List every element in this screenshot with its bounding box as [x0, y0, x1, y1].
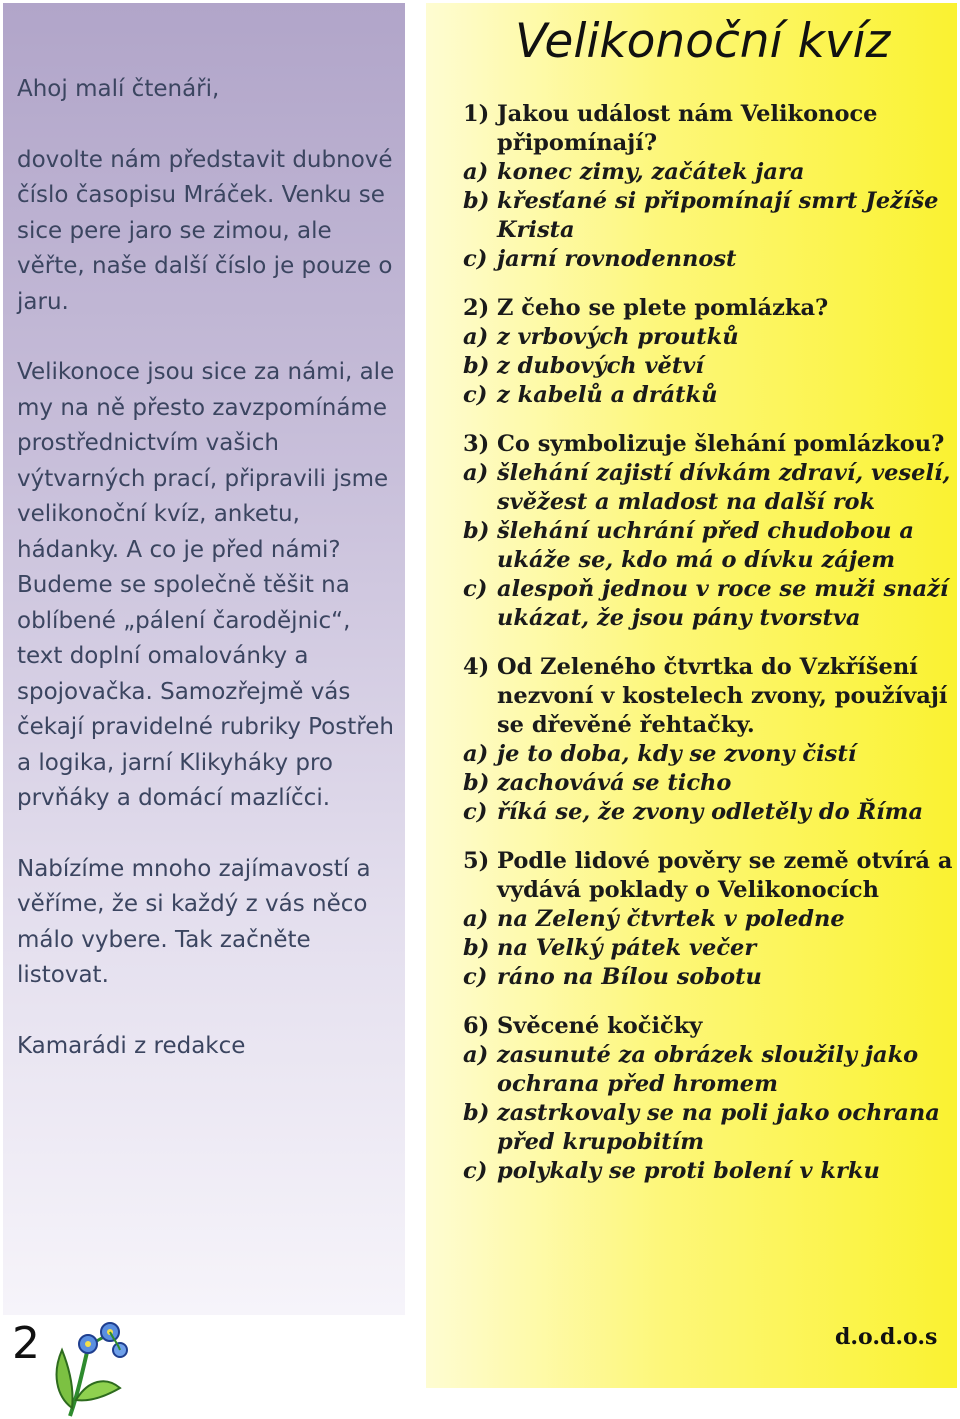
option-letter: c)	[463, 1158, 488, 1184]
quiz-question-block	[463, 100, 953, 274]
option-letter: c)	[463, 799, 488, 825]
quiz-question-block	[463, 1012, 953, 1186]
question-number: 5)	[463, 848, 490, 874]
option-letter: a)	[463, 159, 489, 185]
question-text: Podle lidové pověry se země otvírá a vydává poklady o Velikonocích	[497, 848, 953, 903]
intro-paragraph-1: dovolte nám představit dubnové číslo časopisu Mráček. Venku se sice pere jaro se zimou, ale věřte, naše další číslo je pouze o jaru.	[17, 146, 393, 315]
signature: d.o.d.o.s	[835, 1324, 938, 1350]
quiz-option	[463, 158, 953, 187]
quiz-question	[463, 1012, 953, 1041]
option-text: křesťané si připomínají smrt Ježíše Krista	[497, 188, 939, 243]
option-letter: b)	[463, 935, 490, 961]
question-text: Z čeho se plete pomlázka?	[497, 295, 829, 321]
question-number: 2)	[463, 295, 490, 321]
intro-paragraph-2: Velikonoce jsou sice za námi, ale my na ně přesto zavzpomínáme prostřednictvím vašich výtvarných prací, připravili jsme velikonoční kvíz, anketu, hádanky. A co je před námi? Budeme se společně těšit na oblíbené „pálení čarodějnic“, text doplní omalovánky a spojovačka. Samozřejmě vás čekají pravidelné rubriky Postřeh a logika, jarní Klikyháky pro prvňáky a domácí mazlíčci.	[17, 359, 395, 811]
quiz-question-block	[463, 294, 953, 410]
question-number: 4)	[463, 654, 490, 680]
option-text: konec zimy, začátek jara	[497, 159, 805, 185]
quiz-option	[463, 1099, 953, 1157]
quiz-question	[463, 653, 953, 740]
option-letter: b)	[463, 770, 490, 796]
option-text: z kabelů a drátků	[497, 382, 718, 408]
quiz-question-block	[463, 847, 953, 992]
intro-closing: Kamarádi z redakce	[17, 1032, 246, 1059]
page-number: 2	[12, 1318, 40, 1369]
intro-greeting: Ahoj malí čtenáři,	[17, 76, 220, 102]
question-text: Svěcené kočičky	[497, 1013, 703, 1039]
quiz-option	[463, 1157, 953, 1186]
quiz-option	[463, 963, 953, 992]
option-text: je to doba, kdy se zvony čistí	[497, 741, 857, 767]
quiz-option	[463, 187, 953, 245]
quiz-question	[463, 100, 953, 158]
quiz-option	[463, 323, 953, 352]
question-text: Co symbolizuje šlehání pomlázkou?	[497, 431, 945, 457]
option-text: z vrbových proutků	[497, 324, 739, 350]
flower-icon	[48, 1318, 140, 1418]
option-letter: c)	[463, 246, 488, 272]
option-letter: a)	[463, 741, 489, 767]
quiz-question-block	[463, 430, 953, 633]
option-letter: c)	[463, 576, 488, 602]
question-number: 1)	[463, 101, 490, 127]
quiz-option	[463, 905, 953, 934]
option-text: říká se, že zvony odletěly do Říma	[497, 799, 924, 825]
question-number: 6)	[463, 1013, 490, 1039]
intro-paragraph-3: Nabízíme mnoho zajímavostí a věříme, že si každý z vás něco málo vybere. Tak začněte listovat.	[17, 855, 371, 988]
option-letter: b)	[463, 188, 490, 214]
option-text: jarní rovnodennost	[497, 246, 737, 272]
intro-text	[17, 72, 399, 1064]
question-number: 3)	[463, 431, 490, 457]
option-letter: a)	[463, 460, 489, 486]
quiz-option	[463, 769, 953, 798]
option-letter: b)	[463, 1100, 490, 1126]
option-letter: b)	[463, 518, 490, 544]
question-text: Od Zeleného čtvrtka do Vzkříšení nezvoní v kostelech zvony, používají se dřevěné řehtačky.	[497, 654, 948, 738]
quiz-question	[463, 294, 953, 323]
quiz-option	[463, 740, 953, 769]
quiz-title: Velikonoční kvíz	[515, 14, 891, 69]
option-letter: a)	[463, 324, 489, 350]
quiz-option	[463, 934, 953, 963]
quiz-question	[463, 430, 953, 459]
quiz-option	[463, 352, 953, 381]
option-text: polykaly se proti bolení v krku	[497, 1158, 880, 1184]
option-text: z dubových větví	[497, 353, 704, 379]
quiz-option	[463, 798, 953, 827]
option-letter: c)	[463, 382, 488, 408]
option-letter: a)	[463, 906, 489, 932]
quiz-option	[463, 575, 953, 633]
option-text: šlehání uchrání před chudobou a ukáže se, kdo má o dívku zájem	[497, 518, 914, 573]
quiz-list	[463, 100, 953, 1206]
quiz-question	[463, 847, 953, 905]
option-text: zachovává se ticho	[497, 770, 732, 796]
option-text: zasunuté za obrázek sloužily jako ochrana před hromem	[497, 1042, 919, 1097]
option-letter: a)	[463, 1042, 489, 1068]
question-text: Jakou událost nám Velikonoce připomínají?	[497, 101, 878, 156]
option-text: alespoň jednou v roce se muži snaží ukázat, že jsou pány tvorstva	[497, 576, 949, 631]
quiz-option	[463, 245, 953, 274]
option-letter: c)	[463, 964, 488, 990]
option-text: zastrkovaly se na poli jako ochrana před krupobitím	[497, 1100, 940, 1155]
option-text: ráno na Bílou sobotu	[497, 964, 762, 990]
quiz-question-block	[463, 653, 953, 827]
quiz-option	[463, 1041, 953, 1099]
option-text: šlehání zajistí dívkám zdraví, veselí, svěžest a mladost na další rok	[497, 460, 951, 515]
quiz-option	[463, 517, 953, 575]
option-text: na Zelený čtvrtek v poledne	[497, 906, 845, 932]
option-text: na Velký pátek večer	[497, 935, 757, 961]
quiz-option	[463, 459, 953, 517]
option-letter: b)	[463, 353, 490, 379]
quiz-option	[463, 381, 953, 410]
